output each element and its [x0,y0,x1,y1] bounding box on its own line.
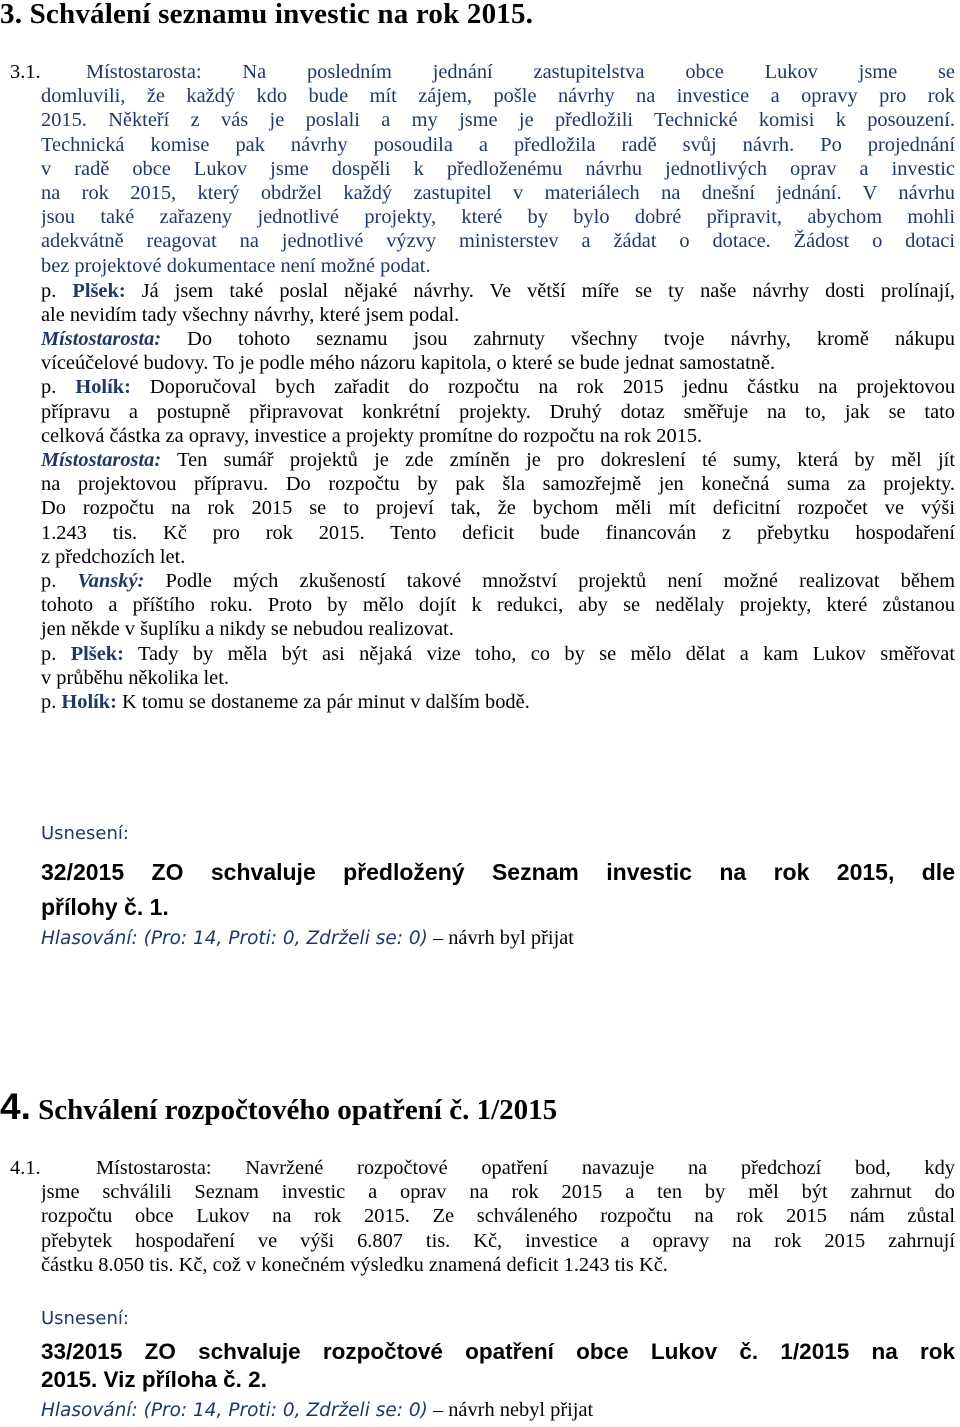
discussion-line: ale nevidím tady všechny návrhy, které jsem podal. [41,303,460,326]
discussion-line: 1.243 tis. Kč pro rok 2015. Tento deficit bude financován z přebytku hospodaření [41,521,955,544]
section-4-line-4: přebytek hospodaření ve výši 6.807 tis. Kč, investice a opravy na rok 2015 zahrnují [41,1229,955,1252]
vote-label: Hlasování: (Pro: 14, Proti: 0, Zdrželi se: 0) [41,1400,428,1421]
vote-outcome: – návrh nebyl přijat [427,1399,594,1421]
speaker-name: Holík: [75,376,131,399]
section-4-title: Schválení rozpočtového opatření č. 1/2015 [30,1094,558,1126]
section-3-line-6: na rok 2015, který obdržel každý zastupitel v materiálech na dnešní jednání. V návrhu [41,181,955,204]
vote-label: Hlasování: (Pro: 14, Proti: 0, Zdrželi se: 0) [41,928,428,949]
section-3-body [10,60,955,714]
vote-outcome: – návrh byl přijat [427,927,574,949]
discussion-line: víceúčelové budovy. To je podle mého názoru kapitola, o které se bude jednat samostatně. [41,352,776,375]
discussion-line: na projektovou přípravu. Do rozpočtu by pak šla samozřejmě jen konečná suma za projekty. [41,473,955,496]
speaker-name: Vanský: [77,570,145,593]
section-3-line-4: Technická komise pak návrhy posoudila a předložila radě svůj návrh. Po projednání [41,133,955,156]
resolution-label: Usnesení: [41,1308,129,1329]
speaker-name: Plšek: [70,642,124,665]
discussion-line: Do rozpočtu na rok 2015 se to projeví tak, že bychom měli mít deficitní rozpočet ve výši [41,497,955,520]
section-4-line-2: jsme schválili Seznam investic a oprav na rok 2015 a ten by měl být zahrnut do [41,1181,955,1204]
section-4-heading [0,1086,557,1128]
section-3-line-9: bez projektové dokumentace není možné podat. [41,254,431,277]
discussion-line: tohoto a příštího roku. Proto by mělo dojít k redukci, aby se nedělaly projekty, které zůstanou [41,594,955,617]
section-4-number: 4. [0,1086,31,1127]
speaker-name: Holík: [61,690,117,713]
section-3-line-3: 2015. Někteří z vás je poslali a my jsme je předložili Technické komisi k posouzení. [41,109,955,132]
section-4-body [10,1156,955,1277]
resolution-line: přílohy č. 1. [41,894,169,920]
discussion-line: přípravu a postupně připravovat konkrétní projekty. Druhý dotaz směřuje na to, jak se tato [41,400,955,423]
resolution-line: 32/2015 ZO schvaluje předložený Seznam investic na rok 2015, dle [41,859,955,885]
speaker-name: Místostarosta: [41,449,162,472]
discussion-line: p. Vanský: Podle mých zkušeností takové množství projektů není možné realizovat během [41,570,955,593]
resolution-32 [41,855,955,925]
discussion-line: p. Holík: K tomu se dostaneme za pár minut v dalším bodě. [41,690,530,713]
section-3-line-5: v radě obce Lukov jsme dospěli k předloženému návrhu jednotlivých oprav a investic [41,157,955,180]
speaker-name: Plšek: [72,279,126,302]
section-3-line-8: adekvátně reagovat na jednotlivé výzvy ministerstev a žádat o dotace. Žádost o dotaci [41,230,955,253]
resolution-line: 33/2015 ZO schvaluje rozpočtové opatření obce Lukov č. 1/2015 na rok [41,1339,955,1364]
discussion-line: z předchozích let. [41,545,186,568]
discussion-line: Místostarosta: Ten sumář projektů je zde zmíněn je pro dokreslení té sumy, která by měl jít [41,449,955,472]
discussion-line: jen někde v šuplíku a nikdy se nebudou realizovat. [41,618,454,641]
item-number: 4.1. [10,1157,41,1179]
intro-text: Místostarosta: Na posledním jednání zastupitelstva obce Lukov jsme se [86,61,955,83]
resolution-line: 2015. Viz příloha č. 2. [41,1367,267,1392]
section-4-line-1: 4.1. Místostarosta: Navržené rozpočtové opatření navazuje na předchozí bod, kdy [10,1157,955,1179]
vote-result [41,1399,593,1422]
discussion-line: Místostarosta: Do tohoto seznamu jsou zahrnuty všechny tvoje návrhy, kromě nákupu [41,328,955,351]
discussion-line: v průběhu několika let. [41,666,229,689]
discussion-line: p. Plšek: Tady by měla být asi nějaká vize toho, co by se mělo dělat a kam Lukov směřovat [41,642,955,665]
item-number: 3.1. [10,61,41,83]
section-3-line-2: domluvili, že každý kdo bude mít zájem, pošle návrhy na investice a opravy pro rok [41,85,955,108]
discussion [41,279,955,714]
discussion-line: p. Plšek: Já jsem také poslal nějaké návrhy. Ve větší míře se ty naše návrhy dosti prolínají, [41,279,955,302]
section-4-line-5: částku 8.050 tis. Kč, což v konečném výsledku znamená deficit 1.243 tis Kč. [41,1253,668,1276]
section-4-line-3: rozpočtu obce Lukov na rok 2015. Ze schváleného rozpočtu na rok 2015 nám zůstal [41,1205,955,1228]
section-3-line-1 [10,60,955,84]
discussion-line: celková částka za opravy, investice a projekty promítne do rozpočtu na rok 2015. [41,424,703,447]
vote-result [41,927,574,950]
resolution-33 [41,1338,955,1394]
section-3-line-7: jsou také zařazeny jednotlivé projekty, které by bylo dobré připravit, abychom mohli [41,206,955,229]
speaker-name: Místostarosta: [41,328,162,351]
discussion-line: p. Holík: Doporučoval bych zařadit do rozpočtu na rok 2015 jednu částku na projektovou [41,376,955,399]
section-3-heading: 3. Schválení seznamu investic na rok 2015. [0,0,534,30]
resolution-label: Usnesení: [41,823,129,844]
